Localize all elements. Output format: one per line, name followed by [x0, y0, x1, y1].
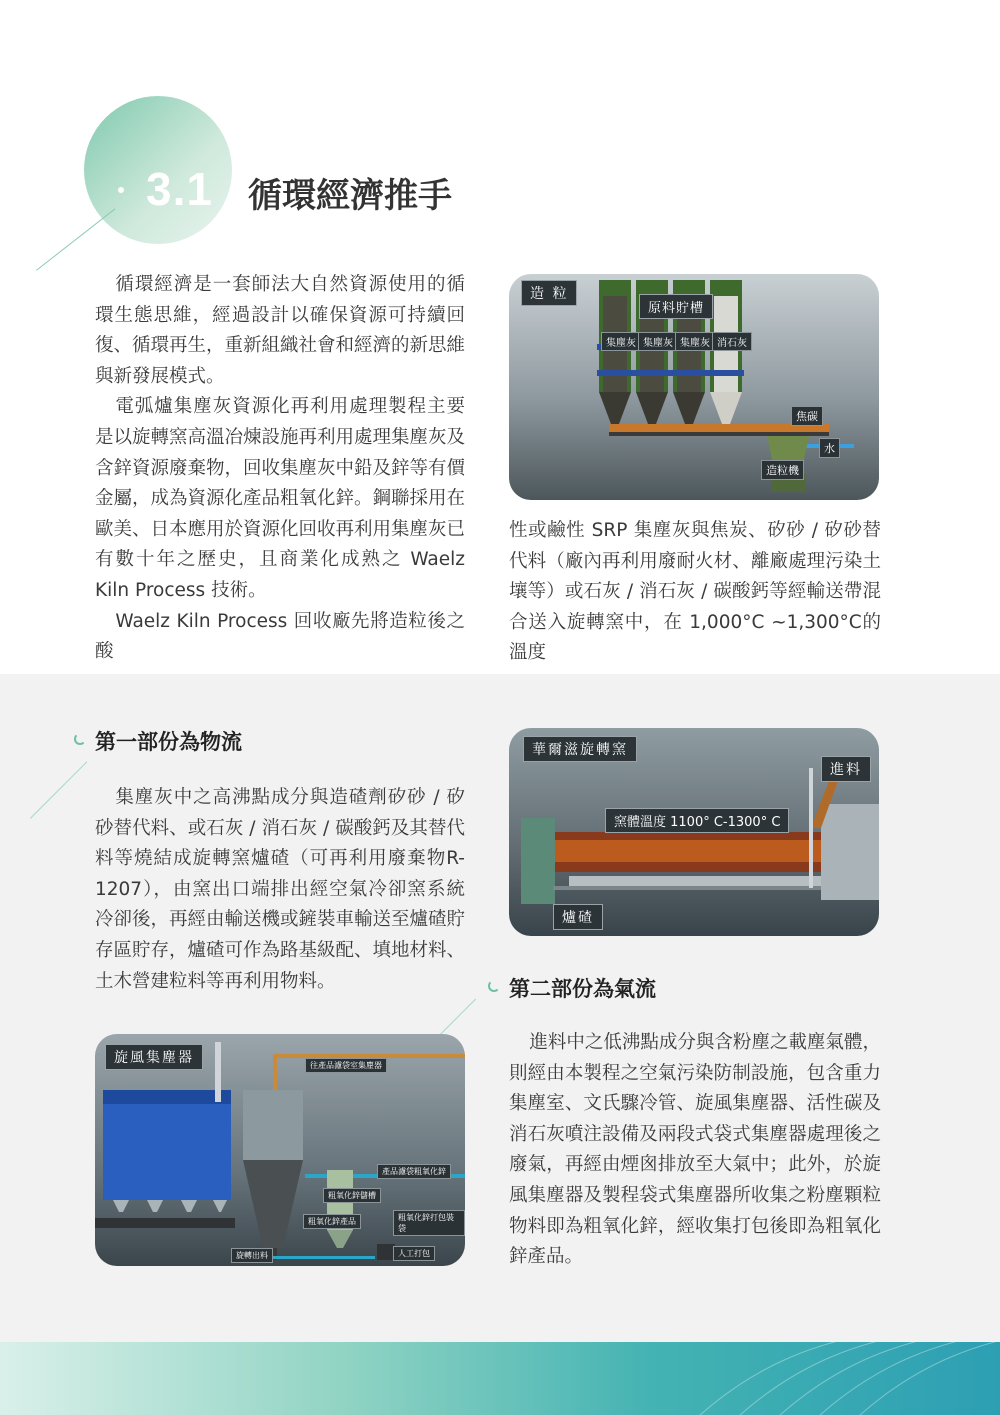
decorative-dot — [118, 187, 124, 193]
kiln-figure — [509, 728, 879, 936]
kiln-temperature-label: 窯體溫度 1100° C-1300° C — [605, 808, 789, 833]
gas-flow-body — [509, 1028, 881, 1273]
kiln-outlet-tag: 旋轉出料 — [231, 1248, 273, 1263]
cyclone-label: 旋風集塵器 — [105, 1044, 203, 1070]
feed-label: 進料 — [821, 756, 871, 782]
silo-2-label: 集塵灰 — [638, 332, 678, 351]
material-flow-paragraph: 集塵灰中之高沸點成分與造碴劑矽砂 / 矽砂替代料、或石灰 / 消石灰 / 碳酸鈣及其替代料等燒結成旋轉窯爐碴（可再利用廢棄物R-1207），由窯出口端排出經空氣冷卻窯系統冷卻後，再經由輸送機或鏟裝車輸送至爐碴貯存區貯存，爐碴可作為路基級配、填地材料、土木營建粒料等再利用物料。 — [95, 787, 466, 992]
material-flow-heading: 第一部份為物流 — [95, 730, 242, 754]
product-tag: 粗氧化鋅產品 — [303, 1214, 361, 1229]
kiln-label: 華爾滋旋轉窯 — [523, 736, 637, 762]
intro-paragraph-1: 循環經濟是一套師法大自然資源使用的循環生態思維，經過設計以確保資源可持續回復、循環再生，重新組織社會和經濟的新思維與新發展模式。 — [95, 274, 466, 387]
heading-marker-icon — [488, 980, 500, 992]
section-title: 循環經濟推手 — [248, 176, 452, 216]
silo-4-label: 消石灰 — [712, 332, 752, 351]
water-label: 水 — [819, 438, 840, 458]
footer-wave-pattern — [0, 1342, 1000, 1415]
material-flow-body — [95, 783, 465, 997]
gas-flow-heading: 第二部份為氣流 — [509, 977, 656, 1001]
granulation-label: 造 粒 — [521, 280, 577, 306]
cyclone-figure — [95, 1034, 465, 1266]
intro-right-column — [509, 516, 881, 669]
decorative-line — [36, 208, 115, 270]
packing-tag: 粗氧化鋅打包裝袋 — [393, 1210, 465, 1236]
intro-paragraph-3-start: Waelz Kiln Process 回收廠先將造粒後之酸 — [95, 610, 465, 663]
heading-marker-icon — [74, 733, 86, 745]
intro-paragraph-3-end: 性或鹼性 SRP 集塵灰與焦炭、矽砂 / 矽砂替代料（廠內再利用廢耐火材、離廠處理污染土壤等）或石灰 / 消石灰 / 碳酸鈣等經輸送帶混合送入旋轉窯中，在 1,000°C ~1,300°C的溫度 — [509, 520, 881, 664]
granulator-label: 造粒機 — [761, 460, 804, 480]
silo-3-label: 集塵灰 — [675, 332, 715, 351]
slag-label: 爐碴 — [553, 904, 603, 930]
gas-flow-paragraph: 進料中之低沸點成分與含粉塵之載塵氣體，則經由本製程之空氣污染防制設施，包含重力集塵室、文氏驟冷管、旋風集塵器、活性碳及消石灰噴注設備及兩段式袋式集塵器處理後之廢氣，再經由煙囪排放至大氣中；此外，於旋風集塵器及製程袋式集塵器所收集之粉塵顆粒物料即為粗氧化鋅，經收集打包後即為粗氧化鋅產品。 — [509, 1032, 881, 1268]
section-number: 3.1 — [146, 163, 213, 215]
intro-paragraph-2: 電弧爐集塵灰資源化再利用處理製程主要是以旋轉窯高溫冶煉設施再利用處理集塵灰及含鋅資源廢棄物，回收集塵灰中鉛及鋅等有價金屬，成為資源化產品粗氧化鋅。鋼聯採用在歐美、日本應用於資源化回收再利用集塵灰已有數十年之歷史，且商業化成熟之 Waelz Kiln Process 技術。 — [95, 396, 466, 601]
manual-pack-tag: 人工打包 — [393, 1246, 435, 1261]
product-bagfilter-tag: 產品濾袋粗氧化鋅 — [377, 1164, 451, 1179]
to-bagfilter-tag: 往產品濾袋室集塵器 — [305, 1058, 387, 1073]
storage-tank-tag: 粗氧化鋅儲槽 — [323, 1188, 381, 1203]
granulation-figure — [509, 274, 879, 500]
silo-group-label: 原料貯槽 — [639, 294, 713, 319]
intro-left-column — [95, 270, 465, 668]
coke-label: 焦碳 — [791, 406, 823, 426]
footer-band — [0, 1342, 1000, 1415]
silo-1-label: 集塵灰 — [601, 332, 641, 351]
